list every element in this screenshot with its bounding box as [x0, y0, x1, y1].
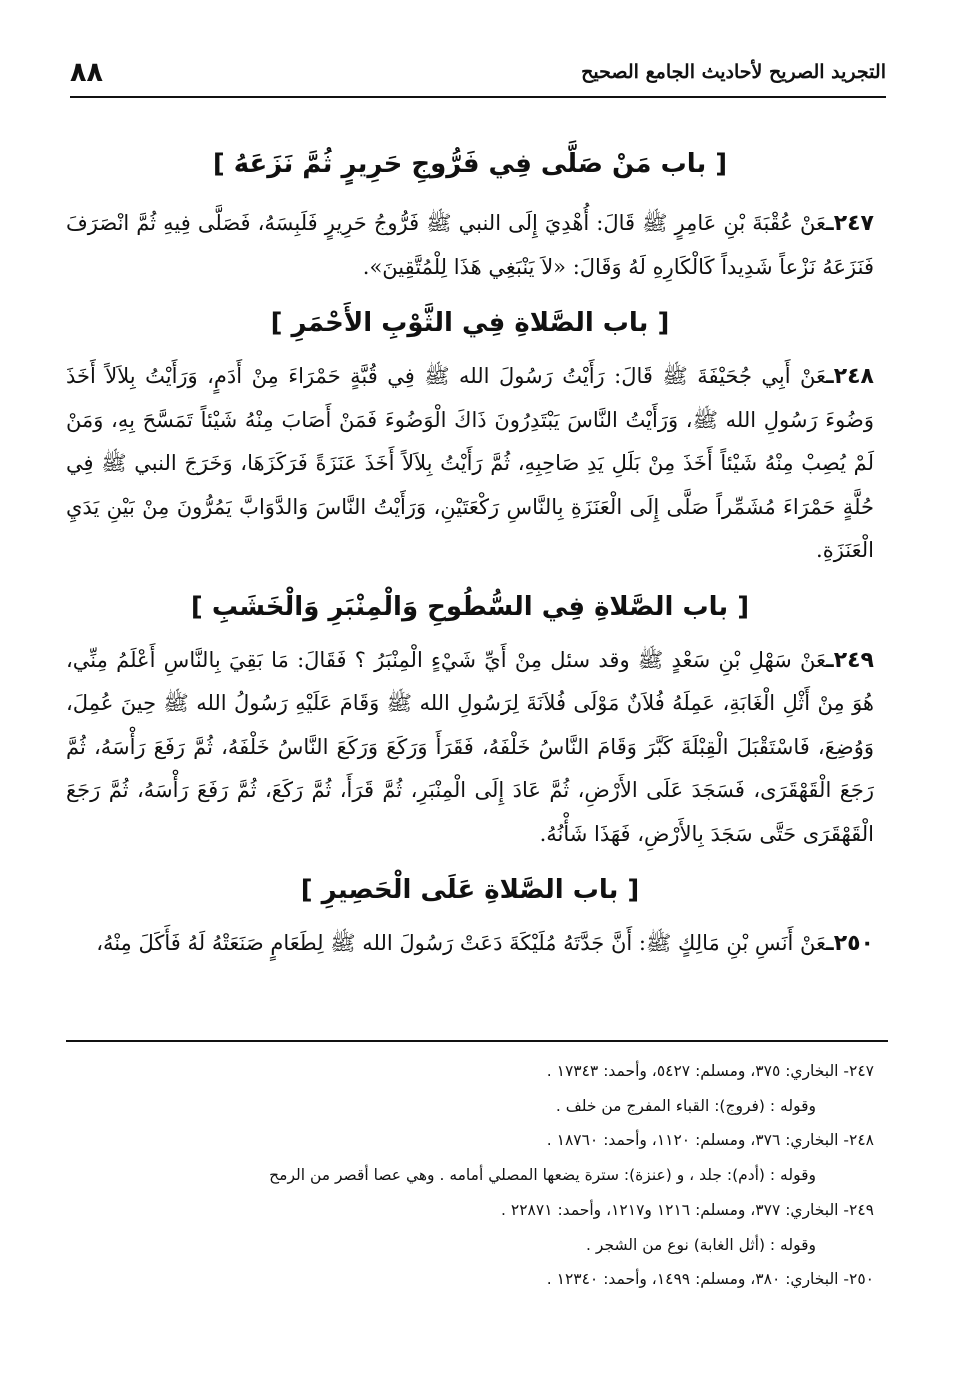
- footnotes: [66, 1054, 874, 1297]
- hadith-number: ٢٤٩ـ: [826, 647, 874, 673]
- page-number: ٨٨: [70, 56, 103, 88]
- footnote-source: ٢٤٧- البخاري: ٣٧٥، ومسلم: ٥٤٢٧، وأحمد: ١٧٣٤٣ .: [546, 1062, 874, 1080]
- hadith-text: عَنْ سَهْلِ بْنِ سَعْدٍ ﷺ وقد سئل مِنْ أَيِّ شَيْءٍ الْمِنْبَرُ ؟ فَقَالَ: مَا بَقِيَ بِالنَّاسِ أَعْلَمُ مِنِّي، هُوَ مِنْ أَثْلِ الْغَابَةِ، عَمِلَهُ فُلاَنٌ مَوْلَى فُلاَنَةَ لِرَسُولِ الله ﷺ وَقَامَ عَلَيْهِ رَسُولُ الله ﷺ حِينَ عُمِلَ، وَوُضِعَ، فَاسْتَقْبَلَ الْقِبْلَةَ كَبَّرَ وَقَامَ النَّاسُ خَلْفَهُ، فَقَرَأَ وَرَكَعَ وَرَكَعَ النَّاسُ خَلْفَهُ، ثُمَّ رَفَعَ رَأْسَهُ، ثُمَّ رَجَعَ الْقَهْقَرَى، فَسَجَدَ عَلَى الأَرْضِ، ثُمَّ عَادَ إِلَى الْمِنْبَرِ، ثُمَّ قَرَأَ، ثُمَّ رَكَعَ، ثُمَّ رَفَعَ رَأْسَهُ، ثُمَّ رَجَعَ الْقَهْقَرَى حَتَّى سَجَدَ بِالأَرْضِ، فَهَذَا شَأْنُهُ.: [66, 647, 874, 846]
- hadith-paragraph: [66, 202, 874, 289]
- footnote-gloss: وقوله : (أثل الغابة) نوع من الشجر .: [586, 1235, 816, 1254]
- footnote-source: ٢٥٠- البخاري: ٣٨٠، ومسلم: ١٤٩٩، وأحمد: ١٢٣٤٠ .: [546, 1270, 874, 1289]
- hadith-number: ٢٤٨ـ: [826, 364, 874, 389]
- footnote-source: ٢٤٩- البخاري: ٣٧٧، ومسلم: ١٢١٦ و١٢١٧، وأحمد: ٢٢٨٧١ .: [501, 1200, 874, 1219]
- main-text: [66, 128, 874, 966]
- footnote-source: ٢٤٨- البخاري: ٣٧٦، ومسلم: ١١٢٠، وأحمد: ١٨٧٦٠ .: [546, 1131, 874, 1150]
- chapter-heading: [ باب مَنْ صَلَّى فِي فَرُّوجِ حَرِيرٍ ثُمَّ نَزَعَهُ ]: [212, 149, 728, 179]
- running-header: [70, 52, 886, 92]
- hadith-text: عَنْ أَبِي جُحَيْفَةَ ﷺ قَالَ: رَأَيْتُ رَسُولَ الله ﷺ فِي قُبَّةٍ حَمْرَاءَ مِنْ أَدَمٍ، وَرَأَيْتُ بِلاَلاً أَخَذَ وَضُوءَ رَسُولِ الله ﷺ، وَرَأَيْتُ النَّاسَ يَبْتَدِرُونَ ذَاكَ الْوَضُوءَ فَمَنْ أَصَابَ مِنْهُ شَيْئاً تَمَسَّحَ بِهِ، وَمَنْ لَمْ يُصِبْ مِنْهُ شَيْئاً أَخَذَ مِنْ بَلَلِ يَدِ صَاحِبِهِ، ثُمَّ رَأَيْتُ بِلاَلاً أَخَذَ عَنَزَةً فَرَكَزَهَا، وَخَرَجَ النبي ﷺ فِي حُلَّةٍ حَمْرَاءَ مُشَمِّراً صَلَّى إِلَى الْعَنَزَةِ بِالنَّاسِ رَكْعَتَيْنِ، وَرَأَيْتُ النَّاسَ وَالدَّوَابَّ يَمُرُّونَ مِنْ بَيْنِ يَدَيِ الْعَنَزَةِ.: [66, 364, 874, 562]
- chapter-heading: [ باب الصَّلاةِ فِي السُّطُوحِ وَالْمِنْبَرِ وَالْخَشَبِ ]: [190, 591, 750, 622]
- hadith-paragraph: [66, 355, 874, 573]
- header-rule: [70, 96, 886, 98]
- footnote-gloss: وقوله : (أدم): جلد ، و (عنزة): سترة يضعها المصلي أمامه . وهي عصا أقصر من الرمح: [269, 1166, 816, 1185]
- hadith-text: عَنْ عُقْبَةَ بْنِ عَامِرٍ ﷺ قَالَ: أُهْدِيَ إِلَى النبي ﷺ فَرُّوجُ حَرِيرٍ فَلَبِسَهُ، فَصَلَّى فِيهِ ثُمَّ انْصَرَفَ فَنَزَعَهُ نَزْعاً شَدِيداً كَالْكَارِهِ لَهُ وَقَالَ: «لاَ يَنْبَغِي هَذَا لِلْمُتَّقِينَ».: [66, 211, 874, 279]
- hadith-number: ٢٤٧ـ: [826, 211, 874, 236]
- book-title: التجريد الصريح لأحاديث الجامع الصحيح: [581, 61, 886, 83]
- footnote-gloss: وقوله : (فروج): القباء المفرج من خلف .: [555, 1096, 816, 1115]
- hadith-paragraph: [66, 639, 874, 857]
- hadith-number: ٢٥٠ـ: [826, 931, 874, 956]
- hadith-text: عَنْ أَنَسِ بْنِ مَالِكٍ ﷺ: أَنَّ جَدَّتَهُ مُلَيْكَةَ دَعَتْ رَسُولَ الله ﷺ لِطَعَامٍ صَنَعَتْهُ لَهُ فَأَكَلَ مِنْهُ،: [96, 931, 827, 955]
- chapter-heading: [ باب الصَّلاةِ فِي الثَّوْبِ الأَحْمَرِ ]: [270, 308, 670, 338]
- footnote-rule: [66, 1040, 888, 1042]
- chapter-heading: [ باب الصَّلاةِ عَلَى الْحَصِيرِ ]: [300, 875, 640, 905]
- hadith-paragraph: [66, 922, 874, 966]
